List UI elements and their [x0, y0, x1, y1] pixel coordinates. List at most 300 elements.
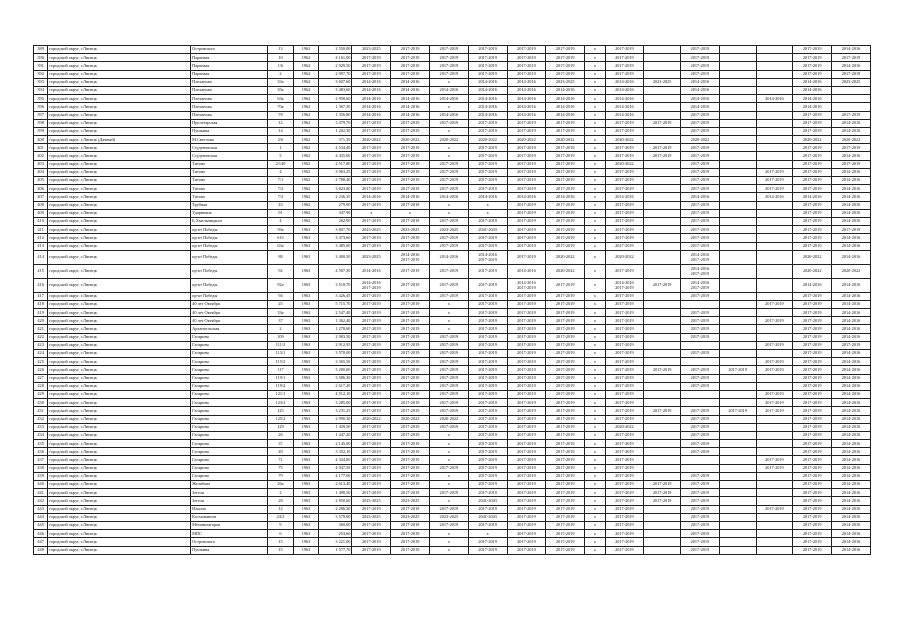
cell-municipality: городской округ, г.Липецк [48, 62, 191, 70]
cell-row-number: 421 [34, 325, 48, 333]
cell-repair-sewer: 2017-2019 [605, 209, 644, 217]
cell-repair-insulation: 2017-2019 [832, 144, 871, 152]
cell-street: Островского [191, 46, 268, 54]
cell-street: Плеханова [191, 103, 268, 111]
cell-repair-electric: 2023-2025 [644, 78, 681, 86]
cell-repair-insulation: 2017-2019 [832, 226, 871, 234]
cell-row-number: 425 [34, 358, 48, 366]
cell-repair-foundation: 2014-2016 [468, 95, 507, 103]
cell-repair-lift-shaft [756, 546, 793, 554]
cell-repair-gas: х [585, 168, 605, 176]
cell-repair-basement: 2014-2016 [429, 250, 468, 264]
cell-repair-foundation: 2017-2019 [468, 440, 507, 448]
cell-repair-basement: х [429, 103, 468, 111]
cell-house-number: 4 [267, 217, 294, 225]
cell-row-number: 423 [34, 341, 48, 349]
cell-house-number: 25 [267, 300, 294, 308]
cell-repair-hot-water: 2017-2019 [681, 201, 720, 209]
cell-repair-water: 2017-2019 [546, 513, 585, 521]
cell-row-number: 434 [34, 431, 48, 439]
cell-repair-gas: х [585, 278, 605, 292]
cell-repair-foundation: 2017-2019 [468, 177, 507, 185]
cell-repair-cold-water: 2014-2016 [793, 86, 832, 94]
cell-repair-foundation: 2017-2019 [468, 448, 507, 456]
table-row [34, 226, 871, 234]
cell-build-year: 1962 [294, 54, 318, 62]
cell-street: Гагарина [191, 382, 268, 390]
cell-repair-gas: х [585, 333, 605, 341]
cell-area: 4 507,30 [318, 264, 352, 278]
cell-repair-gas: х [585, 390, 605, 398]
cell-repair-water: 2017-2019 [546, 226, 585, 234]
cell-repair-facade: 2017-2019 [391, 325, 430, 333]
cell-repair-hot-water [681, 456, 720, 464]
table-row [34, 234, 871, 242]
cell-repair-basement: 2017-2019 [429, 382, 468, 390]
cell-repair-roof: 2017-2019 [352, 152, 391, 160]
cell-repair-cold-water: 2017-2019 [793, 168, 832, 176]
cell-repair-cold-water: 2017-2019 [793, 292, 832, 300]
cell-repair-roof: 2017-2019 [352, 366, 391, 374]
cell-repair-electric [644, 136, 681, 144]
cell-repair-sewer: 2017-2019 [605, 144, 644, 152]
cell-street: Гагарина [191, 333, 268, 341]
cell-repair-basement: х [429, 497, 468, 505]
cell-repair-hot-water: 2017-2019 [681, 292, 720, 300]
cell-repair-lift [719, 136, 756, 144]
cell-repair-lift-shaft [756, 415, 793, 423]
cell-repair-cold-water: 2017-2019 [793, 440, 832, 448]
table-row [34, 193, 871, 201]
cell-row-number: 414 [34, 250, 48, 264]
cell-municipality: городской округ, г.Липецк [48, 538, 191, 546]
cell-municipality: городской округ, г.Липецк [48, 423, 191, 431]
cell-street: Гагарина [191, 407, 268, 415]
cell-repair-gas: х [585, 226, 605, 234]
document-page [33, 45, 871, 555]
cell-street: пр-кт Победы [191, 226, 268, 234]
cell-build-year: 1963 [294, 440, 318, 448]
cell-repair-sewer: 2017-2019 [605, 538, 644, 546]
cell-area: 4 334,80 [318, 456, 352, 464]
cell-repair-cold-water: 2017-2019 [793, 152, 832, 160]
cell-repair-electric [644, 250, 681, 264]
cell-repair-electric [644, 374, 681, 382]
cell-repair-lift [719, 497, 756, 505]
cell-repair-roof: 2017-2019 [352, 185, 391, 193]
cell-repair-roof: 2017-2019 [352, 374, 391, 382]
cell-repair-hot-water: 2020-2022 [681, 136, 720, 144]
cell-repair-lift [719, 62, 756, 70]
cell-repair-sewer: 2017-2019 [605, 448, 644, 456]
cell-area: 2 547,40 [318, 309, 352, 317]
cell-street: Парковая [191, 54, 268, 62]
cell-municipality: городской округ, г.Липецк [48, 317, 191, 325]
cell-repair-foundation: 2017-2019 [468, 309, 507, 317]
cell-repair-lift [719, 46, 756, 54]
cell-repair-gas: х [585, 325, 605, 333]
cell-repair-gas: х [585, 415, 605, 423]
cell-repair-roof: 2017-2019 [352, 530, 391, 538]
cell-house-number: 15 [267, 546, 294, 554]
cell-repair-lift [719, 127, 756, 135]
cell-repair-electric [644, 193, 681, 201]
cell-repair-insulation: 2014-2016 [832, 333, 871, 341]
cell-repair-lift [719, 278, 756, 292]
table-row [34, 152, 871, 160]
cell-repair-foundation: 2017-2019 [468, 264, 507, 278]
cell-repair-electric [644, 513, 681, 521]
cell-row-number: 405 [34, 177, 48, 185]
cell-repair-lift-shaft: 2017-2019 [756, 390, 793, 398]
cell-house-number: 49 [267, 448, 294, 456]
cell-repair-heating: 2017-2019 [507, 489, 546, 497]
cell-repair-insulation: 2014-2016 [832, 201, 871, 209]
cell-repair-facade: 2023-2025 [391, 226, 430, 234]
table-row [34, 317, 871, 325]
cell-area: 2 550,00 [318, 46, 352, 54]
cell-repair-sewer: 2020-2022 [605, 160, 644, 168]
cell-repair-water: 2017-2019 [546, 521, 585, 529]
cell-repair-sewer: 2017-2019 [605, 201, 644, 209]
cell-repair-lift [719, 144, 756, 152]
cell-repair-electric [644, 472, 681, 480]
cell-area: 2 983,50 [318, 333, 352, 341]
cell-repair-roof: 2017-2019 [352, 505, 391, 513]
cell-repair-insulation: 2014-2016 [832, 407, 871, 415]
cell-repair-insulation [832, 103, 871, 111]
cell-repair-insulation: 2014-2016 [832, 185, 871, 193]
cell-repair-lift: 2017-2019 [719, 366, 756, 374]
cell-repair-foundation: 2017-2019 [468, 317, 507, 325]
cell-repair-heating: 2017-2019 [507, 415, 546, 423]
cell-municipality: городской округ, г.Липецк [48, 264, 191, 278]
cell-repair-water: 2017-2019 [546, 481, 585, 489]
cell-repair-facade: 2017-2019 [391, 521, 430, 529]
cell-repair-sewer: 2017-2019 [605, 431, 644, 439]
cell-street: Космонавтов [191, 513, 268, 521]
cell-repair-hot-water: 2017-2019 [681, 448, 720, 456]
cell-area: 2 788,40 [318, 177, 352, 185]
cell-repair-insulation: 2014-2016 [832, 234, 871, 242]
cell-area: 3 963,25 [318, 168, 352, 176]
cell-repair-sewer: 2017-2019 [605, 382, 644, 390]
cell-repair-electric [644, 423, 681, 431]
cell-municipality: городской округ, г.Липецк [48, 119, 191, 127]
cell-build-year: 1962 [294, 136, 318, 144]
cell-area: 2 997,70 [318, 70, 352, 78]
cell-repair-water: 2017-2019 [546, 292, 585, 300]
cell-repair-gas: х [585, 78, 605, 86]
cell-repair-facade: 2017-2019 [391, 300, 430, 308]
cell-repair-foundation: 2017-2019 [468, 242, 507, 250]
cell-repair-electric [644, 325, 681, 333]
cell-repair-water: 2017-2019 [546, 209, 585, 217]
cell-repair-roof: 2017-2019 [352, 423, 391, 431]
cell-repair-roof: 2017-2019 [352, 201, 391, 209]
table-row [34, 242, 871, 250]
cell-repair-lift [719, 160, 756, 168]
cell-repair-heating: 2017-2019 [507, 407, 546, 415]
cell-repair-cold-water: 2017-2019 [793, 226, 832, 234]
cell-house-number: 26а [267, 481, 294, 489]
cell-repair-insulation: 2014-2016 [832, 350, 871, 358]
cell-repair-electric [644, 341, 681, 349]
table-row [34, 546, 871, 554]
cell-repair-cold-water: 2017-2019 [793, 119, 832, 127]
cell-repair-insulation: 2014-2016 [832, 325, 871, 333]
cell-area: 4 512,10 [318, 390, 352, 398]
cell-repair-basement: 2017-2019 [429, 70, 468, 78]
cell-street: Титова [191, 177, 268, 185]
cell-build-year: 1963 [294, 538, 318, 546]
cell-repair-hot-water: 2017-2019 [681, 119, 720, 127]
cell-repair-basement: х [429, 431, 468, 439]
cell-street: Гагарина [191, 431, 268, 439]
cell-repair-water: 2014-2016 [546, 95, 585, 103]
cell-repair-hot-water: 2017-2019 [681, 317, 720, 325]
cell-repair-cold-water: 2017-2019 [793, 399, 832, 407]
table-row [34, 70, 871, 78]
cell-repair-electric [644, 538, 681, 546]
cell-repair-water: 2017-2019 [546, 278, 585, 292]
cell-municipality: городской округ, г.Липецк [48, 497, 191, 505]
cell-repair-electric: 2017-2019 [644, 407, 681, 415]
cell-repair-insulation: 2014-2016 [832, 415, 871, 423]
cell-row-number: 401 [34, 144, 48, 152]
cell-repair-insulation: 2014-2016 [832, 472, 871, 480]
cell-repair-electric: 2017-2019 [644, 481, 681, 489]
cell-house-number: 71 [267, 456, 294, 464]
cell-house-number: 1/6 [267, 62, 294, 70]
cell-repair-sewer: 2014-2016 [605, 111, 644, 119]
cell-area: 2 617,20 [318, 382, 352, 390]
cell-repair-gas: х [585, 111, 605, 119]
table-row [34, 292, 871, 300]
cell-repair-insulation: 2014-2016 [832, 374, 871, 382]
cell-repair-heating: 2017-2019 [507, 382, 546, 390]
cell-repair-lift-shaft: 2017-2019 [756, 341, 793, 349]
cell-repair-electric [644, 382, 681, 390]
cell-repair-lift-shaft [756, 448, 793, 456]
cell-repair-water: 2017-2019 [546, 46, 585, 54]
cell-area: 2 850,60 [318, 497, 352, 505]
cell-build-year: 1963 [294, 407, 318, 415]
cell-repair-cold-water: 2017-2019 [793, 242, 832, 250]
cell-repair-basement: х [429, 481, 468, 489]
cell-street: 40 лет Октября [191, 317, 268, 325]
cell-repair-cold-water: 2017-2019 [793, 448, 832, 456]
cell-repair-lift-shaft [756, 119, 793, 127]
cell-build-year: 1962 [294, 152, 318, 160]
cell-repair-insulation: 2014-2016 [832, 358, 871, 366]
cell-row-number: 391 [34, 62, 48, 70]
cell-repair-water: 2017-2019 [546, 407, 585, 415]
cell-repair-lift-shaft [756, 264, 793, 278]
cell-repair-hot-water: 2017-2019 [681, 325, 720, 333]
cell-repair-electric [644, 530, 681, 538]
cell-repair-water: 2023-2025 [546, 78, 585, 86]
cell-area: 1 356,80 [318, 111, 352, 119]
cell-repair-hot-water: 2017-2019 [681, 415, 720, 423]
cell-repair-cold-water: 2017-2019 [793, 317, 832, 325]
cell-municipality: городской округ, г.Липецк [48, 292, 191, 300]
cell-repair-lift [719, 177, 756, 185]
cell-repair-roof: 2017-2019 [352, 341, 391, 349]
cell-repair-foundation: 2017-2019 [468, 46, 507, 54]
cell-area: 3 426,45 [318, 292, 352, 300]
cell-house-number: 2/6 [267, 136, 294, 144]
cell-build-year: 1963 [294, 472, 318, 480]
cell-repair-lift-shaft [756, 103, 793, 111]
cell-municipality: городской округ, г.Липецк [48, 333, 191, 341]
cell-repair-foundation: 2017-2019 [468, 505, 507, 513]
table-row [34, 46, 871, 54]
cell-house-number: 91 [267, 209, 294, 217]
cell-repair-lift [719, 464, 756, 472]
cell-row-number: 440 [34, 481, 48, 489]
cell-street: Гагарина [191, 399, 268, 407]
cell-repair-cold-water: 2017-2019 [793, 505, 832, 513]
cell-repair-lift [719, 201, 756, 209]
cell-repair-hot-water: 2017-2019 [681, 177, 720, 185]
cell-repair-hot-water [681, 300, 720, 308]
cell-repair-gas: х [585, 103, 605, 111]
cell-repair-basement: х [429, 472, 468, 480]
cell-repair-cold-water: 2017-2019 [793, 366, 832, 374]
cell-repair-roof: 2023-2025 [352, 497, 391, 505]
cell-repair-gas: х [585, 242, 605, 250]
cell-area: 2 613,40 [318, 481, 352, 489]
cell-area: 1 577,70 [318, 546, 352, 554]
cell-house-number: 2/149 [267, 160, 294, 168]
cell-build-year: 1962 [294, 193, 318, 201]
cell-repair-foundation: 2017-2019 [468, 54, 507, 62]
table-row [34, 201, 871, 209]
cell-repair-electric: 2017-2019 [644, 497, 681, 505]
cell-repair-cold-water: 2020-2022 [793, 264, 832, 278]
cell-repair-hot-water: 2017-2019 [681, 423, 720, 431]
cell-repair-electric [644, 292, 681, 300]
cell-repair-heating: 2017-2019 [507, 464, 546, 472]
cell-repair-facade: 2014-2016 [391, 86, 430, 94]
cell-repair-sewer: 2020-2022 [605, 136, 644, 144]
cell-area: 3 221,00 [318, 538, 352, 546]
cell-repair-cold-water: 2017-2019 [793, 538, 832, 546]
cell-repair-roof: 2017-2019 [352, 358, 391, 366]
cell-repair-roof: х [352, 209, 391, 217]
cell-repair-heating: 2017-2019 [507, 177, 546, 185]
cell-repair-cold-water: 2017-2019 [793, 46, 832, 54]
cell-municipality: городской округ, г.Липецк [48, 95, 191, 103]
table-row [34, 350, 871, 358]
cell-municipality: городской округ, г.Липецк [48, 358, 191, 366]
cell-repair-hot-water: 2017-2019 [681, 382, 720, 390]
cell-repair-insulation: 2014-2016 [832, 530, 871, 538]
cell-repair-basement: 2017-2019 [429, 264, 468, 278]
cell-repair-heating: 2017-2019 [507, 481, 546, 489]
cell-repair-electric: 2017-2019 [644, 152, 681, 160]
cell-repair-lift [719, 448, 756, 456]
cell-repair-water: 2014-2016 [546, 86, 585, 94]
cell-repair-lift-shaft: 2017-2019 [756, 358, 793, 366]
cell-house-number: 12 [267, 119, 294, 127]
cell-repair-heating: 2017-2019 [507, 209, 546, 217]
cell-repair-gas: х [585, 234, 605, 242]
cell-street: Титова [191, 160, 268, 168]
cell-repair-sewer: 2017-2019 [605, 217, 644, 225]
cell-repair-facade: 2017-2019 [391, 333, 430, 341]
cell-repair-lift [719, 341, 756, 349]
cell-house-number: 79 [267, 472, 294, 480]
table-row [34, 489, 871, 497]
cell-build-year: 1963 [294, 333, 318, 341]
cell-repair-sewer: 2017-2019 [605, 300, 644, 308]
cell-repair-foundation: 2017-2019 [468, 538, 507, 546]
cell-repair-hot-water: 2017-2019 [681, 62, 720, 70]
cell-repair-sewer: 2017-2019 [605, 62, 644, 70]
cell-repair-roof: 2017-2019 [352, 234, 391, 242]
cell-repair-lift [719, 374, 756, 382]
cell-repair-insulation: 2014-2016 [832, 309, 871, 317]
cell-repair-foundation: 2017-2019 [468, 234, 507, 242]
cell-house-number: 121/1 [267, 390, 294, 398]
cell-municipality: городской округ, г.Липецк [48, 481, 191, 489]
cell-build-year: 1962 [294, 160, 318, 168]
cell-street: пр-кт Победы [191, 292, 268, 300]
cell-repair-water: 2017-2019 [546, 309, 585, 317]
cell-repair-cold-water: 2017-2019 [793, 127, 832, 135]
cell-house-number: 15 [267, 538, 294, 546]
cell-repair-roof: 2017-2019 [352, 160, 391, 168]
cell-repair-insulation: 2014-2016 [832, 399, 871, 407]
cell-area: 2 286,30 [318, 505, 352, 513]
cell-build-year: 1962 [294, 185, 318, 193]
cell-repair-sewer: 2017-2019 [605, 472, 644, 480]
cell-house-number: 2 [267, 70, 294, 78]
cell-row-number: 437 [34, 456, 48, 464]
cell-repair-heating: 2017-2019 [507, 431, 546, 439]
cell-area: 2 517,80 [318, 160, 352, 168]
cell-house-number: 28 [267, 497, 294, 505]
cell-row-number: 424 [34, 350, 48, 358]
cell-repair-gas: х [585, 46, 605, 54]
table-row [34, 62, 871, 70]
table-row [34, 513, 871, 521]
cell-house-number: 59а [267, 226, 294, 234]
cell-row-number: 412 [34, 234, 48, 242]
cell-municipality: городской округ, г.Липецк [48, 309, 191, 317]
table-row [34, 390, 871, 398]
cell-municipality: городской округ, г.Липецк [48, 472, 191, 480]
cell-repair-sewer: 2017-2019 [605, 185, 644, 193]
cell-street: Гагарина [191, 415, 268, 423]
cell-area: 2 929,50 [318, 62, 352, 70]
cell-repair-facade: 2017-2019 [391, 217, 430, 225]
cell-repair-roof: 2017-2019 [352, 448, 391, 456]
cell-repair-sewer: 2017-2019 [605, 242, 644, 250]
cell-area: 3 586,30 [318, 374, 352, 382]
cell-repair-heating: 2017-2019 [507, 390, 546, 398]
cell-repair-foundation: 2017-2019 [468, 489, 507, 497]
cell-repair-heating: 2017-2019 [507, 497, 546, 505]
cell-repair-roof: 2017-2019 [352, 242, 391, 250]
cell-area: 371,50 [318, 136, 352, 144]
cell-repair-sewer: 2017-2019 [605, 530, 644, 538]
cell-repair-basement: 2017-2019 [429, 341, 468, 349]
table-row [34, 54, 871, 62]
cell-repair-facade: 2017-2019 [391, 366, 430, 374]
